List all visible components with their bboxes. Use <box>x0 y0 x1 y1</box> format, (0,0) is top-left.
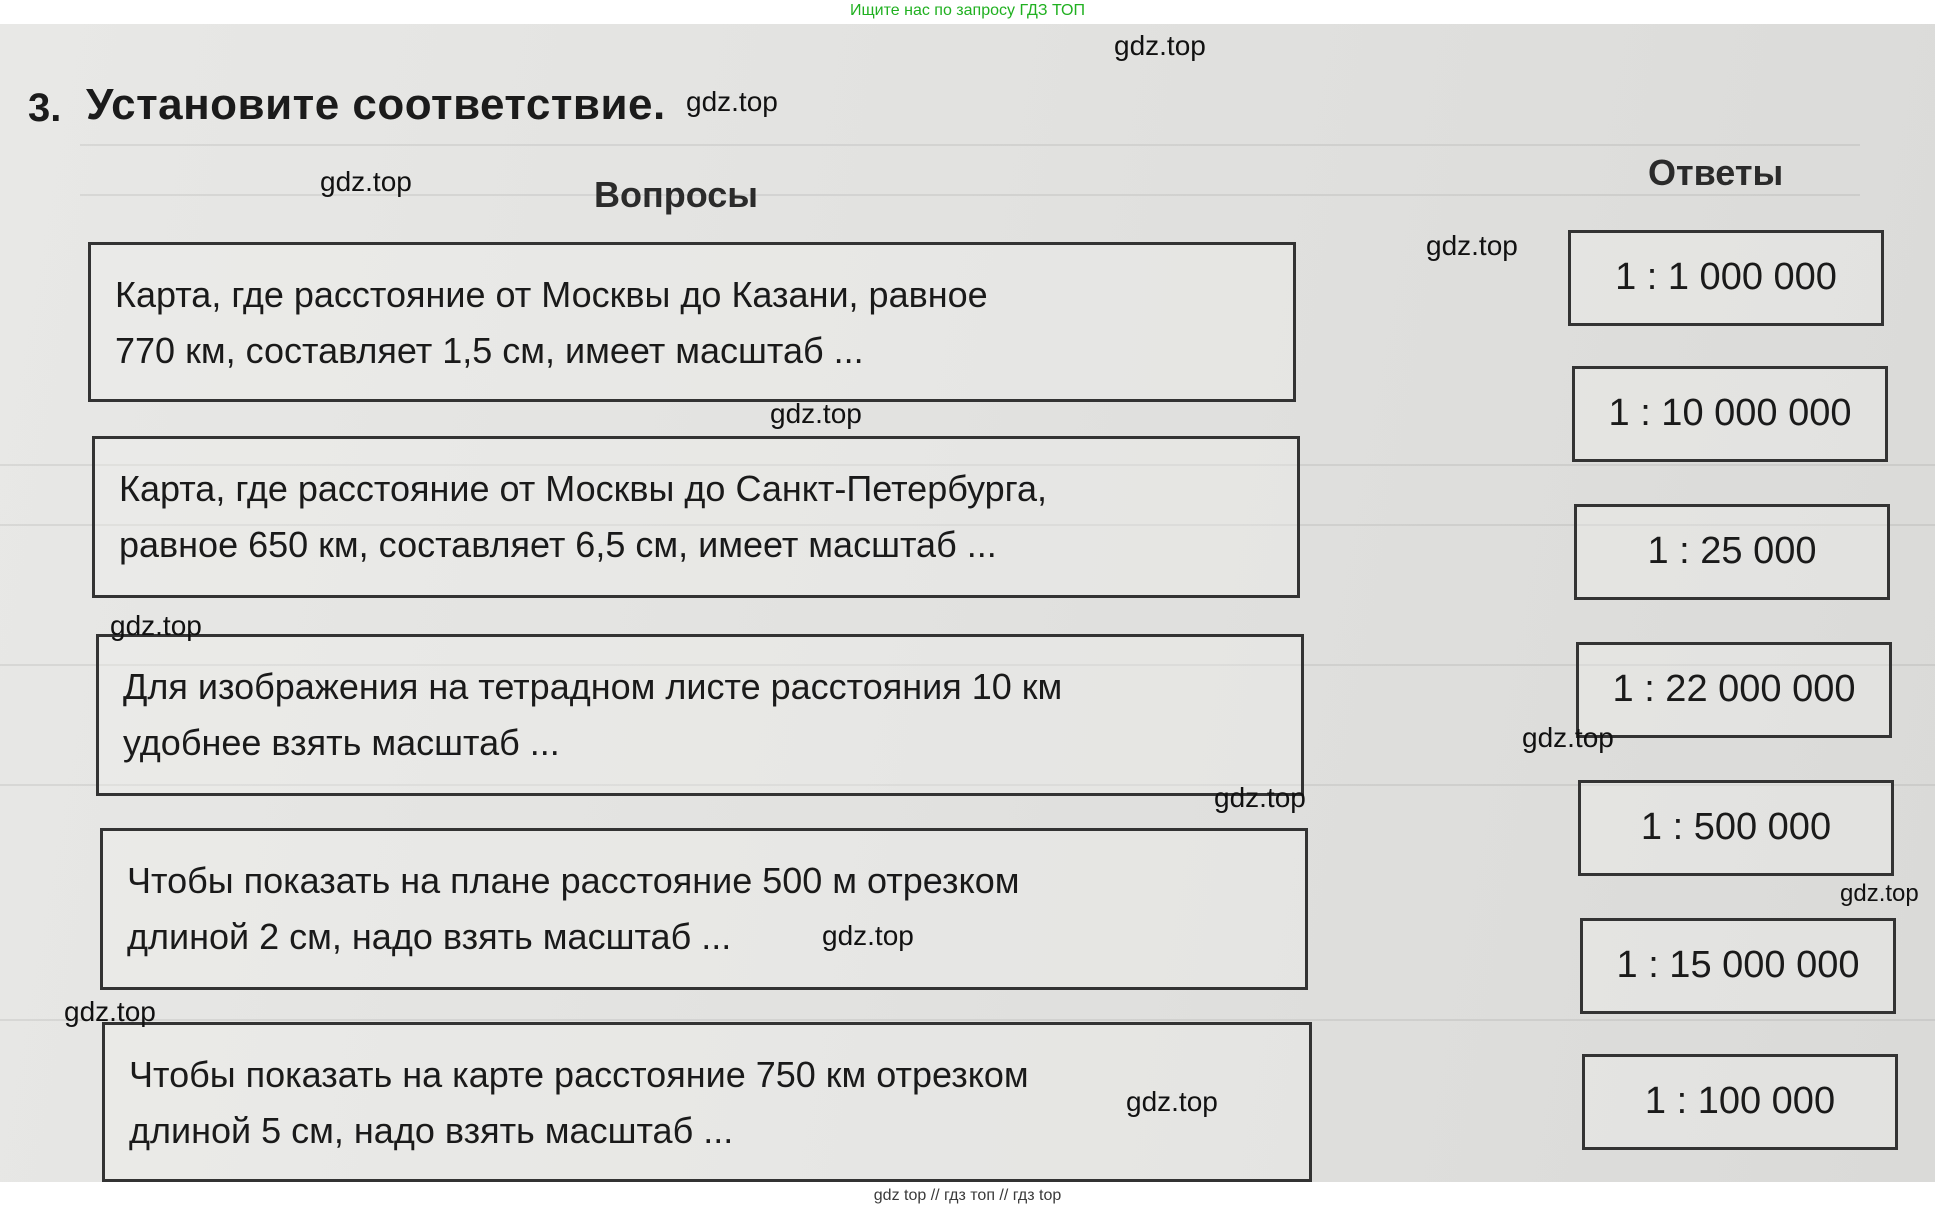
question-1-line-1: Карта, где расстояние от Москвы до Казани, равное <box>115 274 988 315</box>
watermark: gdz.top <box>1522 722 1614 753</box>
bottom-banner[interactable]: gdz top // гдз топ // гдз top <box>873 1187 1062 1204</box>
answer-box-7: 1 : 100 000 <box>1582 1054 1898 1150</box>
questions-heading: Вопросы <box>594 174 759 215</box>
question-3-line-1: Для изображения на тетрадном листе расстояния 10 км <box>123 666 1063 707</box>
watermark: gdz.top <box>1114 30 1206 61</box>
answer-box-1: 1 : 1 000 000 <box>1568 230 1884 326</box>
watermark: gdz.top <box>1214 782 1306 813</box>
watermark: gdz.top <box>1426 230 1518 261</box>
scanned-page <box>0 24 1935 1182</box>
task-title: Установите соответствие. <box>86 80 666 129</box>
question-3-line-2: удобнее взять масштаб ... <box>123 722 560 763</box>
watermark: gdz.top <box>770 398 862 429</box>
watermark: gdz.top <box>1126 1086 1218 1117</box>
question-2-line-1: Карта, где расстояние от Москвы до Санкт-Петербурга, <box>119 468 1048 509</box>
question-box-4 <box>100 828 1308 990</box>
watermark: gdz.top <box>686 86 778 117</box>
question-1-line-2: 770 км, составляет 1,5 см, имеет масштаб ... <box>115 330 864 371</box>
answer-box-5: 1 : 500 000 <box>1578 780 1894 876</box>
question-box-2 <box>92 436 1300 598</box>
question-4-line-2: длиной 2 см, надо взять масштаб ... <box>127 916 732 957</box>
question-box-3 <box>96 634 1304 796</box>
answer-box-4: 1 : 22 000 000 <box>1576 642 1892 738</box>
question-5-line-1: Чтобы показать на карте расстояние 750 км отрезком <box>129 1054 1029 1095</box>
answer-box-3: 1 : 25 000 <box>1574 504 1890 600</box>
answer-box-2: 1 : 10 000 000 <box>1572 366 1888 462</box>
question-2-line-2: равное 650 км, составляет 6,5 см, имеет масштаб ... <box>119 524 997 565</box>
watermark: gdz.top <box>1840 880 1919 907</box>
watermark: gdz.top <box>110 610 202 641</box>
answers-heading: Ответы <box>1648 152 1784 193</box>
question-box-1 <box>88 242 1296 402</box>
watermark: gdz.top <box>822 920 914 951</box>
question-4-line-1: Чтобы показать на плане расстояние 500 м отрезком <box>127 860 1020 901</box>
top-banner[interactable]: Ищите нас по запросу ГДЗ ТОП <box>850 2 1085 19</box>
watermark: gdz.top <box>64 996 156 1027</box>
watermark: gdz.top <box>320 166 412 197</box>
answer-box-6: 1 : 15 000 000 <box>1580 918 1896 1014</box>
task-number: 3. <box>28 86 62 130</box>
question-5-line-2: длиной 5 см, надо взять масштаб ... <box>129 1110 734 1151</box>
